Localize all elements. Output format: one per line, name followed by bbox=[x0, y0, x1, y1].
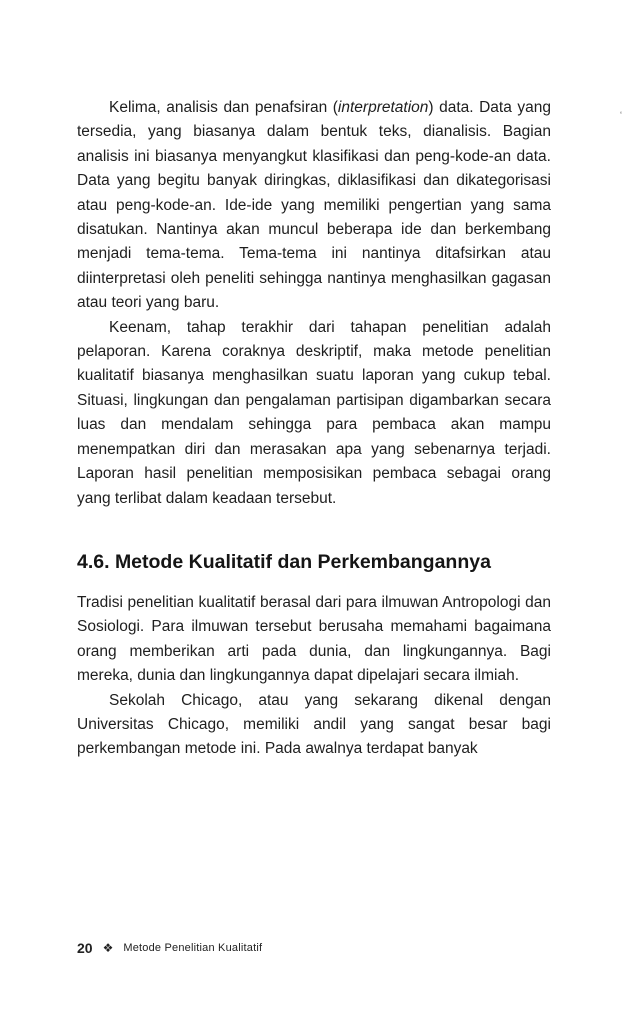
margin-mark: ‘ bbox=[620, 110, 622, 120]
paragraph-sekolah-chicago: Sekolah Chicago, atau yang sekarang dikenal dengan Universitas Chicago, memiliki andil yang sangat besar bagi perkembangan metode ini. Pada awalnya terdapat banyak bbox=[77, 691, 551, 758]
paragraph-kelima-italic-term: interpretation bbox=[337, 99, 429, 116]
paragraph-kelima bbox=[77, 96, 551, 316]
paragraph-kelima-rest: ) data. Data yang tersedia, yang biasanya dalam bentuk teks, dianalisis. Bagian analisis ini biasanya menyangkut klasifikasi dan peng-kode-an data. Data yang begitu banyak diringkas, diklasifikasi dan dikategorisasi atau peng-kode-an. Ide-ide yang memiliki pengertian yang sama disatukan. Nantinya akan muncul beberapa ide dan berkembang menjadi tema-tema. Tema-tema ini nantinya ditafsirkan atau diinterpretasi oleh peneliti sehingga nantinya menghasilkan gagasan atau teori yang baru. bbox=[77, 99, 551, 312]
paragraph-kelima-lead: Kelima, analisis dan penafsiran ( bbox=[109, 99, 338, 116]
paragraph-keenam: Keenam, tahap terakhir dari tahapan penelitian adalah pelaporan. Karena coraknya deskriptif, maka metode penelitian kualitatif biasanya menghasilkan suatu laporan yang cukup tebal. Situasi, lingkungan dan pengalaman partisipan digambarkan secara luas dan mendalam sehingga para pembaca akan mampu menempatkan diri dan merasakan apa yang sebenarnya terjadi. Laporan hasil penelitian memposisikan pembaca sebagai orang yang terlibat dalam keadaan tersebut. bbox=[77, 318, 551, 507]
ornament-icon: ❖ bbox=[102, 941, 114, 955]
paragraph-tradisi: Tradisi penelitian kualitatif berasal dari para ilmuwan Antropologi dan Sosiologi. Para ilmuwan tersebut berusaha memahami bagaimana orang memberikan arti pada dunia, dan lingkungannya. Bagi mereka, dunia dan lingkungannya dapat dipelajari secara ilmiah. bbox=[77, 593, 551, 685]
running-title: Metode Penelitian Kualitatif bbox=[123, 942, 263, 954]
page-body bbox=[77, 96, 551, 762]
page-footer bbox=[77, 940, 262, 956]
section-heading: 4.6. Metode Kualitatif dan Perkembangannya bbox=[77, 550, 491, 573]
page-number: 20 bbox=[77, 940, 93, 956]
